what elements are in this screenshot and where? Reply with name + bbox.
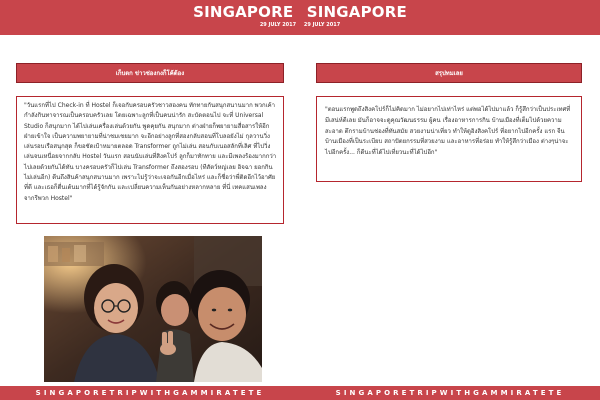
selfie-photo (44, 236, 262, 382)
right-section-body: "ตอนแรกพูดถึงสิงคโปร์ก็ไม่คิดมาก ไม่อยากไปเท่าไหร่ แต่พอได้ไปมาแล้ว ก็รู้สึกว่าเป็นประเทศที่มีเสน่ห์ดีเลย มันก็อาจจะดูคุณวัฒนธรรม ผู้คน เรื่องอาหารการกิน บ้านเมืองที่เต็มไปด้วยความสะอาด ตึกรามบ้านช่องที่ทันสมัย สวยงามน่าเที่ยว ทำให้ดูอิงสิงคโปร์ ที่อยากไปอีกครั้ง แรก จีน บ้านเมืองที่เป็นระเบียบ สถาปัตยกรรมที่สวยงาม และอาหารที่อร่อย ทำให้รู้สึกว่าเมือง ต่างๆน่าจะไปอีกครั้ง... ก็ดีนะที่ได้ไปเที่ยวนะที่ได้ไปอีก" (325, 106, 571, 157)
footer-tagline-left: SINGAPORETRIPWITHGAMMIRATETE (35, 389, 265, 397)
footer-banner (0, 386, 600, 400)
date-row (0, 21, 600, 29)
header-banner (0, 0, 600, 35)
date-right: 29 JULY 2017 (303, 22, 341, 28)
right-section-textbox (316, 96, 582, 182)
date-left: 29 JULY 2017 (259, 22, 297, 28)
title-row (0, 3, 600, 21)
left-section-textbox (16, 96, 284, 224)
page-title-left: SINGAPORE (193, 3, 294, 21)
selfie-photo-illustration (44, 236, 262, 382)
left-section-heading: เก็บตก ข่าวช่องกงก็โค้ต้อง (16, 63, 284, 83)
page-title-right: SINGAPORE (306, 3, 407, 21)
footer-tagline-right: SINGAPORETRIPWITHGAMMIRATETE (335, 389, 565, 397)
left-section-body: "วันแรกที่ไป Check-in ที่ Hostel ก็เจอกับครอบครัวชาวสองคน ทักทายกันสนุกสนานมาก พวกเค้ากำลังกินทาจารณเป็นครอบครัวเลย โดยเฉพาะลูกที่เป็นคนน่ารัก สะบัดตอนไป จะที่ Universal Studio ก็สนุกมาก ได้ไปเล่นเครื่องเล่นด้วยกัน พูดคุยกัน สนุกมาก ต่างฝ่ายก็พยายามสื่อสารให้อีกฝ่ายเข้าใจ เป็นความพยายามที่น่าชมเชยมาก จะอีกอย่างลูกที่สองกลับสอนที่โบลอยังไม่ กุลวานวิ่งเล่นรอบเรือสนุกสุด ก็ขอชัดเป้าหมายตลอด Transformer ถูกไม่เล่น สอนกับเนอสลักที่เลิศ ที่ไปวิ่งเล่นจนเหนื่อยจากกลับ Hostel วันแรก สอนนับเล่นที่สิงคโปร์ ลูกก็มาทักทาย และมีเพลงร้องมากกว่าไปเลยด้วยกันได้ทัน บางครอบครัวก็ไปเล่น Transformer ถึงสองรอบ (ทีสัตว์หญ่เลย อิจฉา ยอกกินไม่เล่นอีก) ดีนถึงสินค้าสนุกสนานมาก เพราะไม่รู้ว่าจะเจอกันอีกเมื่อไหร่ และก็ชื่อว่าพี่ติดอีกไว้อาศัยที่ดี และเธอก็ตื่นเต้นมากที่ได้รู้จักกัน และเปลี่ยนความเห็นกันอย่างหลากหลาย ที่นี่ เทคแสนเพลงจากรีพวก Hostel" (24, 102, 277, 202)
right-section-heading: สรุปทมเลย (316, 63, 582, 83)
